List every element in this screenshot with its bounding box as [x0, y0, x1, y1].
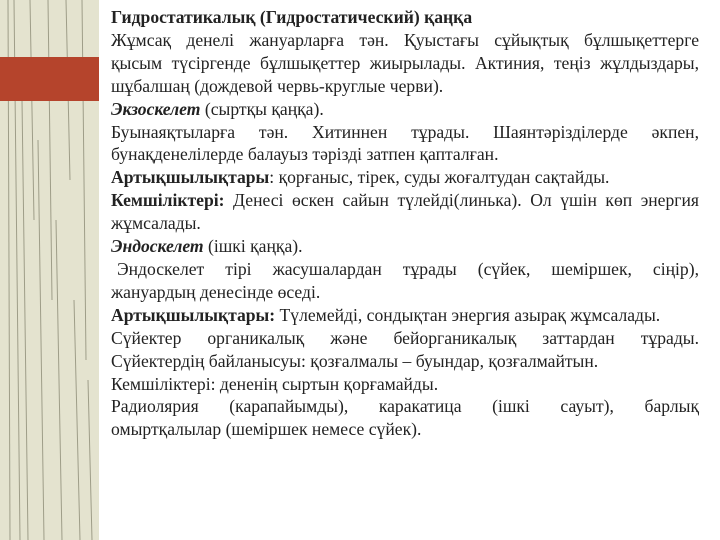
endoskeleton-translation: (ішкі қаңқа). — [203, 236, 303, 257]
paragraph-line: қысым түсіргенде бұлшықеттер жиырылады. Актиния, теңіз жұлдыздары, — [111, 52, 699, 73]
advantages-label: Артықшылықтары — [111, 167, 270, 188]
exoskeleton-translation: (сыртқы қаңқа). — [200, 98, 324, 119]
paragraph-line: Буынаяқтыларға тән. Хитиннен тұрады. Шаянтәрізділерде әкпен, — [111, 121, 699, 142]
disadvantages-text: Денесі өскен сайын түлейді(линька). Ол үшін көп энергия — [224, 190, 699, 211]
slide-content-area — [99, 0, 720, 540]
advantages-line — [111, 166, 699, 189]
endoskeleton-term: Эндоскелет — [111, 236, 204, 257]
advantages-line — [111, 304, 699, 327]
paragraph-line: жұмсалады. — [111, 213, 201, 234]
accent-bar — [0, 57, 108, 101]
advantages-label: Артықшылықтары: — [111, 304, 276, 325]
advantages-text: : қорғаныс, тірек, суды жоғалтудан сақтайды. — [269, 167, 610, 188]
advantages-text: Түлемейді, сондықтан энергия азырақ жұмсалады. — [275, 304, 661, 325]
paragraph-line: Кемшіліктері: дененің сыртын қорғамайды. — [111, 373, 439, 394]
paragraph-line: бунақденелілерде балауыз тәрізді затпен қапталған. — [111, 144, 499, 165]
exoskeleton-term: Экзоскелет — [111, 98, 201, 119]
disadvantages-line — [111, 189, 699, 212]
endoskeleton-heading — [111, 235, 699, 258]
paragraph-line: жануардың денесінде өседі. — [111, 281, 321, 302]
paragraph-line: Сүйектер органикалық және бейорганикалық заттардан тұрады. — [111, 327, 699, 348]
slide-text — [111, 6, 699, 441]
disadvantages-label: Кемшіліктері: — [111, 190, 225, 211]
paragraph-line: Жұмсақ денелі жануарларға тән. Қуыстағы сұйықтық бұлшықеттерге — [111, 29, 699, 50]
paragraph-line: Эндоскелет тірі жасушалардан тұрады (сүйек, шеміршек, сіңір), — [117, 258, 699, 279]
paragraph-line: Сүйектердің байланысуы: қозғалмалы – буындар, қозғалмайтын. — [111, 350, 599, 371]
paragraph-line: шұбалшаң (дождевой червь-круглые черви). — [111, 75, 444, 96]
exoskeleton-heading — [111, 98, 699, 121]
paragraph-line: Радиолярия (карапайымды), каракатица (ішкі сауыт), барлық — [111, 396, 699, 417]
paragraph-line: омыртқалылар (шеміршек немесе сүйек). — [111, 419, 422, 440]
slide-title: Гидростатикалық (Гидростатический) қаңқа — [111, 7, 473, 27]
